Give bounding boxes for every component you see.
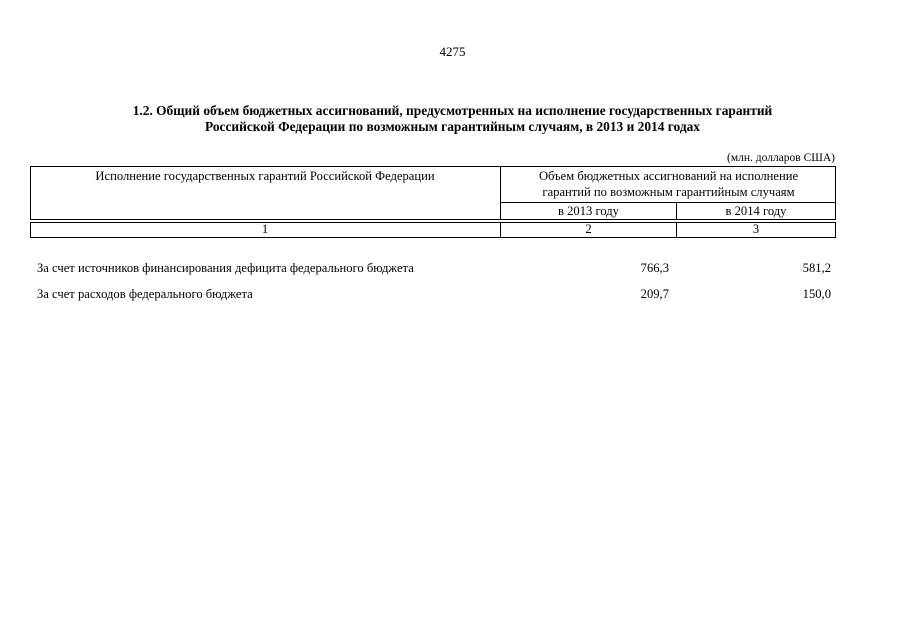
row-label: За счет источников финансирования дефицита федерального бюджета — [37, 261, 414, 275]
unit-note: (млн. долларов США) — [727, 152, 835, 164]
rule — [500, 202, 836, 203]
col3-header: в 2014 году — [725, 204, 787, 218]
table-header — [30, 166, 836, 239]
table-row — [37, 287, 837, 305]
col-number-1: 1 — [261, 222, 269, 236]
group-header-line-2: гарантий по возможным гарантийным случаям — [542, 185, 795, 199]
col2-header: в 2013 году — [558, 204, 619, 218]
value-2014: 150,0 — [802, 287, 831, 301]
page-number: 4275 — [439, 44, 466, 59]
value-2013: 209,7 — [640, 287, 669, 301]
rule — [30, 237, 836, 238]
rule — [835, 222, 836, 238]
title-line-1: 1.2. Общий объем бюджетных ассигнований, предусмотренных на исполнение государственных гарантий — [132, 103, 773, 118]
row-label: За счет расходов федерального бюджета — [37, 287, 253, 301]
col-number-3: 3 — [752, 222, 760, 236]
rule — [30, 219, 836, 220]
rule — [30, 166, 836, 167]
col-number-2: 2 — [585, 222, 592, 236]
document-title — [30, 103, 875, 135]
value-2013: 766,3 — [640, 261, 669, 275]
col1-header: Исполнение государственных гарантий Российской Федерации — [95, 169, 435, 183]
value-2014: 581,2 — [802, 261, 831, 275]
title-line-2: Российской Федерации по возможным гарантийным случаям, в 2013 и 2014 годах — [204, 119, 701, 134]
group-header-line-1: Объем бюджетных ассигнований на исполнение — [538, 169, 799, 183]
table-row — [37, 261, 837, 279]
